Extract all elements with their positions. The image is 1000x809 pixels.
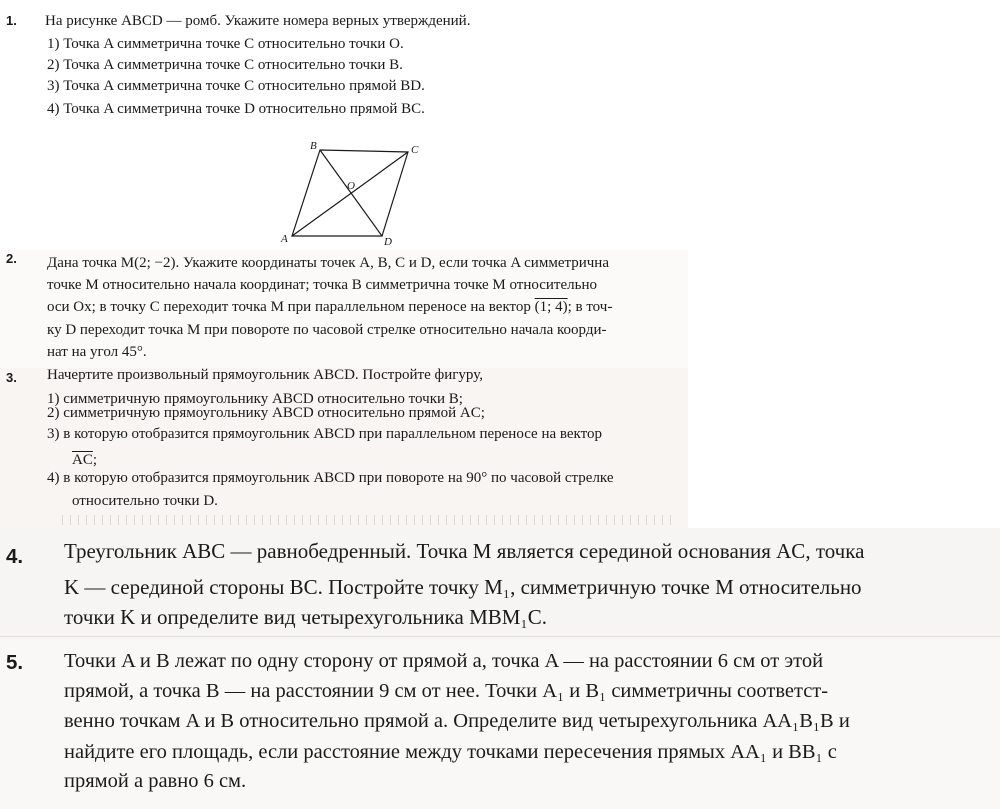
ruler-strip — [62, 515, 672, 525]
problem-2-line-2: точке M относительно начала координат; точка B симметрична точке M относительно — [47, 277, 597, 293]
problem-1-option-1: 1) Точка A симметрична точке C относительно точки O. — [47, 36, 404, 52]
diagonal-ac — [292, 152, 408, 236]
problem-4-line-1: Треугольник ABC — равнобедренный. Точка M является серединой основания AC, точка — [64, 539, 865, 563]
vector-1-4: (1; 4) — [534, 299, 568, 315]
center-label-o: O — [347, 180, 355, 192]
problem-3-option-3-vector: $\overline{AC}$; — [72, 452, 98, 468]
problem-5-number: 5. — [6, 651, 24, 674]
problem-3-option-2: 2) симметричную прямоугольнику ABCD относительно прямой AC; — [47, 405, 485, 421]
problem-2-line-1: Дана точка M(2; −2). Укажите координаты точек A, B, C и D, если точка A симметрична — [47, 255, 609, 271]
problem-5-line-1: Точки A и B лежат по одну сторону от прямой a, точка A — на расстоянии 6 см от этой — [64, 650, 824, 672]
problem-3-number: 3. — [6, 370, 17, 385]
problem-4-line-3: точки K и определите вид четырехугольника MBM₁C. — [64, 605, 547, 629]
problem-1-stem: На рисунке ABCD — ромб. Укажите номера верных утверждений. — [45, 13, 471, 29]
problem-1-option-2: 2) Точка A симметрична точке C относительно точки B. — [47, 57, 403, 73]
problem-1-option-4: 4) Точка A симметрична точке D относительно прямой BC. — [47, 101, 425, 117]
vertex-label-b: B — [310, 140, 317, 152]
problem-2-number: 2. — [6, 251, 17, 266]
problem-1-option-3: 3) Точка A симметрична точке C относительно прямой BD. — [47, 78, 425, 94]
rhombus-figure — [270, 138, 430, 250]
problem-5-line-2: прямой, а точка B — на расстоянии 9 см от нее. Точки A₁ и B₁ симметричны соответст- — [64, 680, 829, 702]
problem-3-option-1: 1) симметричную прямоугольнику ABCD относительно точки B; — [47, 391, 463, 407]
problem-2-line-5: нат на угол 45°. — [47, 344, 147, 360]
problem-2-line-4: ку D переходит точка M при повороте по часовой стрелке относительно начала коорди- — [47, 322, 607, 338]
vertex-label-d: D — [384, 236, 392, 248]
vertex-label-a: A — [281, 233, 288, 245]
problem-3-stem: Начертите произвольный прямоугольник ABCD. Постройте фигуру, — [47, 367, 483, 383]
page-divider — [0, 636, 1000, 637]
vertex-label-c: C — [411, 144, 419, 156]
problem-3-option-4b: относительно точки D. — [72, 493, 218, 509]
problem-5-line-3: венно точкам A и B относительно прямой a. Определите вид четырехугольника AA₁B₁B и — [64, 710, 850, 732]
problem-4-number: 4. — [6, 545, 24, 568]
problem-5-line-5: прямой a равно 6 см. — [64, 770, 247, 792]
problem-3-option-4a: 4) в которую отобразится прямоугольник ABCD при повороте на 90° по часовой стрелке — [47, 470, 614, 486]
problem-3-option-3: 3) в которую отобразится прямоугольник ABCD при параллельном переносе на вектор — [47, 426, 602, 442]
problem-1-number: 1. — [6, 13, 17, 28]
problem-5-line-4: найдите его площадь, если расстояние между точками пересечения прямых AA₁ и BB₁ с — [64, 741, 837, 763]
problem-4-line-2: K — серединой стороны BC. Постройте точку M₁, симметричную точке M относительно — [64, 575, 862, 599]
diagonal-bd — [320, 150, 382, 236]
problem-2-line-3: оси Ox; в точку C переходит точка M при параллельном переносе на вектор (1; 4); в точ- — [47, 299, 613, 315]
